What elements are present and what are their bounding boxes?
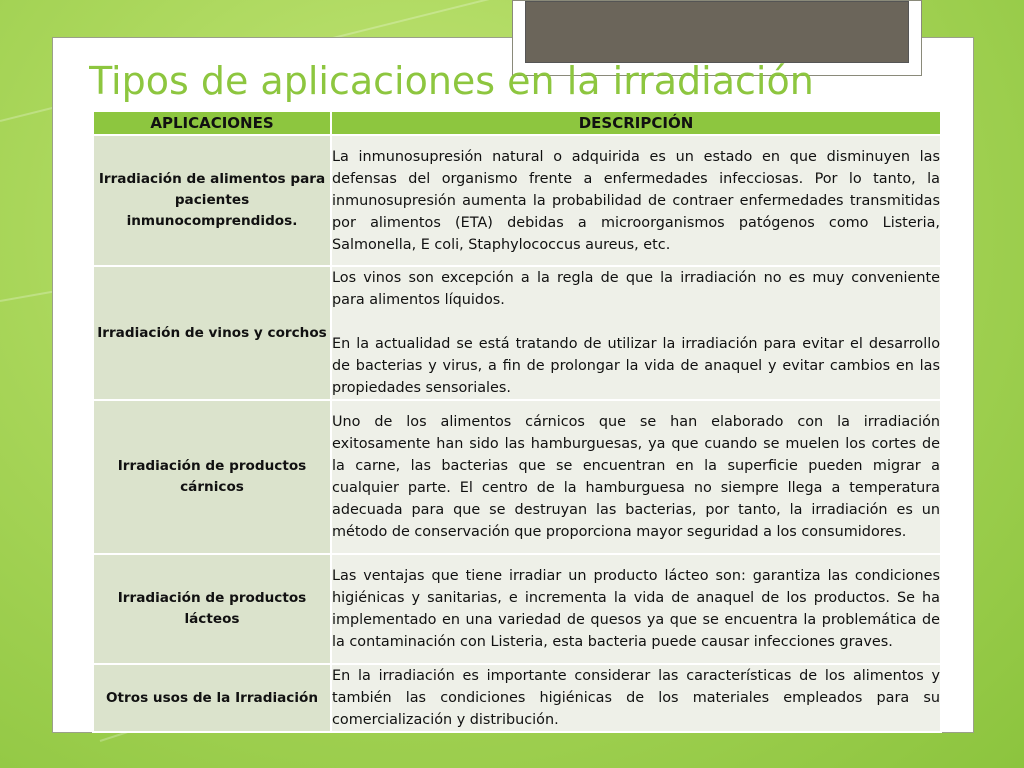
table-row [93,400,941,554]
table-row [93,664,941,732]
application-cell: Irradiación de vinos y corchos [93,266,331,400]
header-description: DESCRIPCIÓN [331,111,941,135]
table-row [93,135,941,266]
table-header-row [93,111,941,135]
application-cell: Irradiación de productos lácteos [93,554,331,664]
description-cell [331,554,941,664]
description-paragraph: En la irradiación es importante considerar las características de los alimentos y también las condiciones higiénicas de los materiales empleados para su comercialización y distribución. [332,668,940,728]
description-paragraph: Uno de los alimentos cárnicos que se han elaborado con la irradiación exitosamente han sido las hamburguesas, ya que cuando se muelen los cortes de la carne, las bacterias que se encuentran en la superficie pueden migrar a cualquier parte. El centro de la hamburguesa no siempre llega a temperatura adecuada para que se destruyan las bacterias, por tanto, la irradiación es un método de conservación que proporciona mayor seguridad a los consumidores. [332,414,940,540]
description-paragraph: Las ventajas que tiene irradiar un producto lácteo son: garantiza las condiciones higiénicas y sanitarias, e incrementa la vida de anaquel de los productos. Se ha implementado en una variedad de quesos ya que se encuentra la problemática de la contaminación con Listeria, esta bacteria puede causar infecciones graves. [332,568,940,650]
application-cell: Otros usos de la Irradiación [93,664,331,732]
description-cell [331,135,941,266]
application-cell: Irradiación de productos cárnicos [93,400,331,554]
description-cell [331,400,941,554]
description-paragraph: Los vinos son excepción a la regla de que la irradiación no es muy conveniente para alimentos líquidos. [332,270,940,308]
description-cell [331,266,941,400]
description-paragraph: La inmunosupresión natural o adquirida es un estado en que disminuyen las defensas del organismo frente a enfermedades infecciosas. Por lo tanto, la inmunosupresión aumenta la probabilidad de contraer enfermedades transmitidas por alimentos (ETA) debidas a microorganismos patógenos como Listeria, Salmonella, E coli, Staphylococcus aureus, etc. [332,148,940,253]
application-cell: Irradiación de alimentos para pacientes inmunocomprendidos. [93,135,331,266]
applications-table [92,110,942,733]
description-paragraph: En la actualidad se está tratando de utilizar la irradiación para evitar el desarrollo de bacterias y virus, a fin de prolongar la vida de anaquel y evitar cambios en las propiedades sensoriales. [332,336,940,396]
slide-title: Tipos de aplicaciones en la irradiación [89,62,814,103]
description-cell [331,664,941,732]
decorative-photo [525,1,909,63]
table-row [93,554,941,664]
header-applications: APLICACIONES [93,111,331,135]
table-row [93,266,941,400]
